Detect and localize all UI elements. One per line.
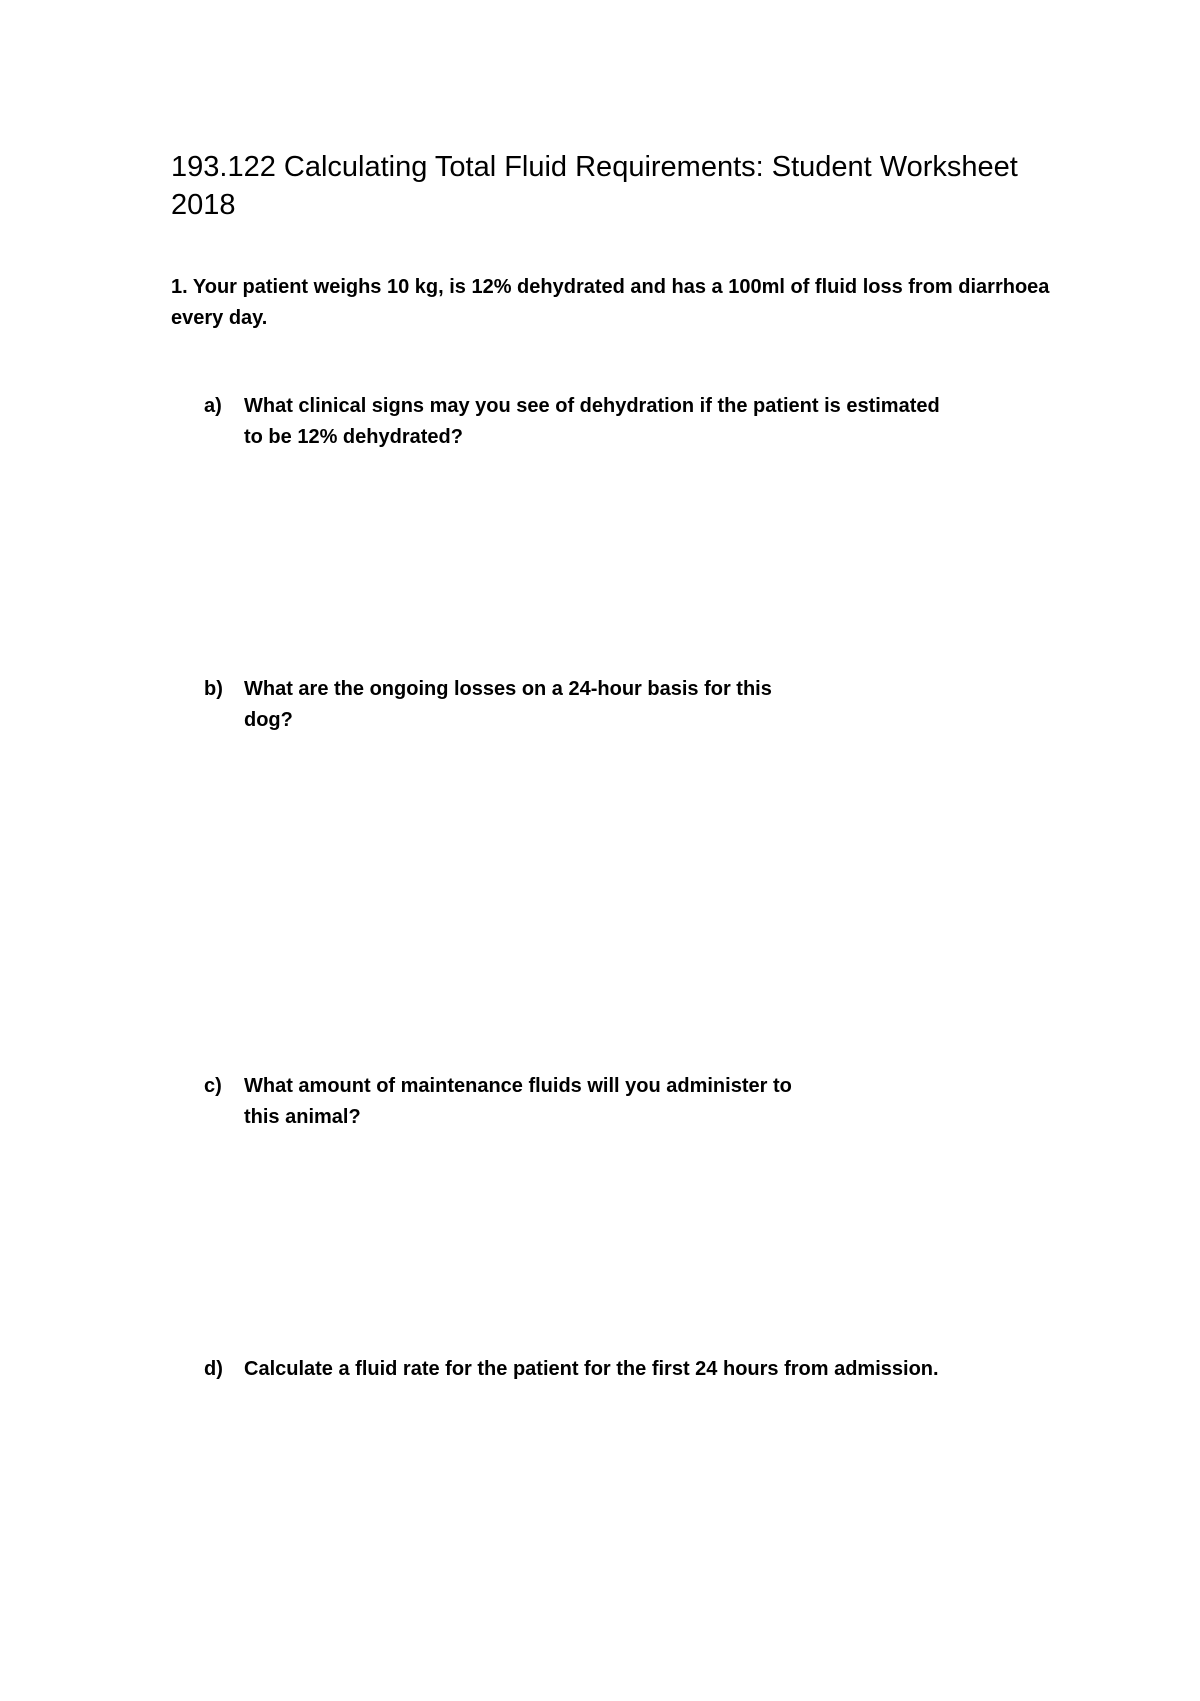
- question-1-number: 1.: [171, 276, 188, 298]
- subquestion-b-letter: b): [204, 678, 223, 700]
- subquestion-d: [204, 1354, 1084, 1385]
- subquestion-d-text: Calculate a fluid rate for the patient for the first 24 hours from admission.: [244, 1358, 939, 1380]
- subquestion-d-letter: d): [204, 1358, 223, 1380]
- subquestion-c: [204, 1071, 804, 1133]
- subquestion-a-letter: a): [204, 395, 222, 417]
- subquestion-a: [204, 391, 964, 453]
- question-1-text: Your patient weighs 10 kg, is 12% dehydrated and has a 100ml of fluid loss from diarrhoea every day.: [171, 276, 1050, 329]
- question-1: [171, 272, 1051, 334]
- subquestion-c-letter: c): [204, 1075, 222, 1097]
- subquestion-c-text: What amount of maintenance fluids will you administer to this animal?: [244, 1075, 792, 1128]
- subquestion-a-text: What clinical signs may you see of dehydration if the patient is estimated to be 12% dehydrated?: [244, 395, 940, 448]
- subquestion-b: [204, 674, 804, 736]
- worksheet-title: 193.122 Calculating Total Fluid Requirements: Student Worksheet 2018: [171, 151, 1018, 221]
- subquestion-b-text: What are the ongoing losses on a 24-hour basis for this dog?: [244, 678, 772, 731]
